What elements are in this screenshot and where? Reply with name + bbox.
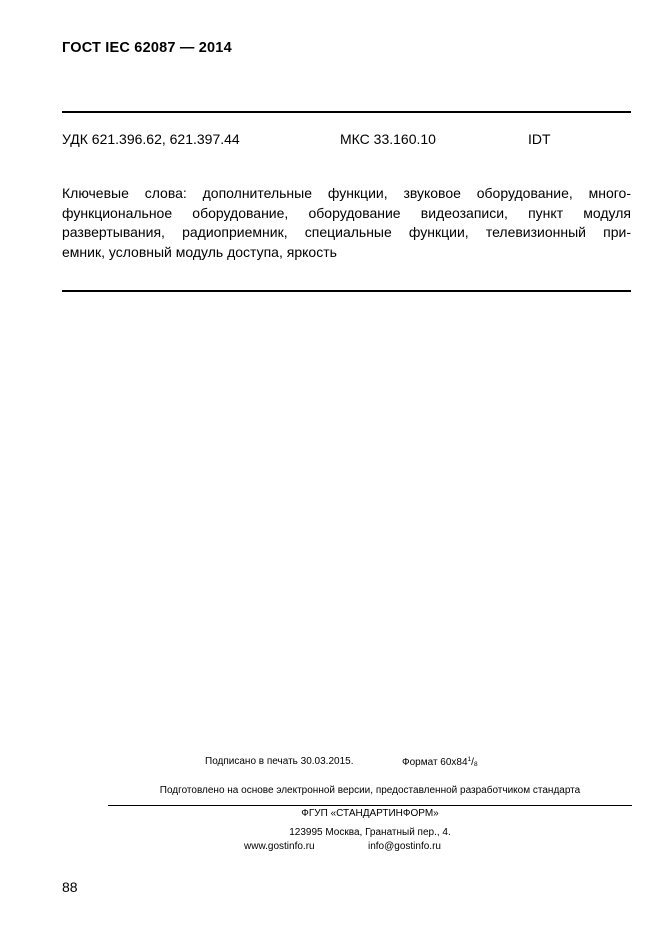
idt-marker: IDT [528,131,551,147]
prepared-note: Подготовлено на основе электронной версии, предоставленной разработчиком стандарта [159,785,581,796]
top-rule [62,111,631,113]
bottom-rule [62,290,631,292]
format-denominator: 8 [473,761,478,768]
keywords-line: Ключевые слова: дополнительные функции, звуковое оборудование, много- [62,185,631,201]
imprint-rule [108,805,632,806]
publisher-address: 123995 Москва, Гранатный пер., 4. [289,827,451,838]
standard-code: ГОСТ IEC 62087 — 2014 [62,40,232,56]
paper-format-text: Формат 60x84 [402,757,468,768]
keywords-line: функциональное оборудование, оборудование видеозаписи, пункт модуля [62,204,631,221]
publisher-name: ФГУП «СТАНДАРТИНФОРМ» [301,808,439,819]
keywords-line: емник, условный модуль доступа, яркость [62,243,337,260]
page-number: 88 [62,879,78,895]
keywords-block [62,184,631,262]
udk-code: УДК 621.396.62, 621.397.44 [62,131,240,147]
email-link[interactable]: info@gostinfo.ru [368,841,441,852]
signed-for-print: Подписано в печать 30.03.2015. [205,756,354,767]
mks-code: МКС 33.160.10 [340,131,436,147]
paper-format: Формат $60x84^1/_8$ [402,756,478,768]
keywords-line: развертывания, радиоприемник, специальные функции, телевизионный при- [62,224,631,240]
format-numerator: 1 [467,756,472,763]
website-link[interactable]: www.gostinfo.ru [244,841,315,852]
